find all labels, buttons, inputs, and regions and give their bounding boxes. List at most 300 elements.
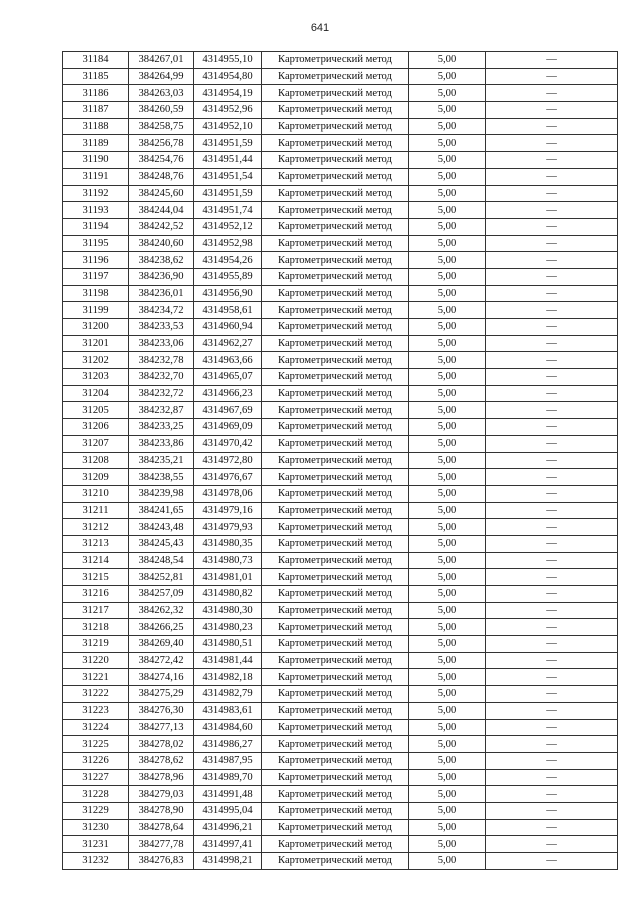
y-coordinate-cell: 4314981,01 <box>194 569 262 586</box>
method-cell: Картометрический метод <box>262 135 409 152</box>
table-row <box>63 535 618 552</box>
x-coordinate-cell: 384254,76 <box>129 152 194 169</box>
y-coordinate-cell: 4314983,61 <box>194 702 262 719</box>
description-cell: — <box>486 168 618 185</box>
point-number-cell: 31200 <box>63 319 129 336</box>
table-row <box>63 469 618 486</box>
method-cell: Картометрический метод <box>262 836 409 853</box>
method-cell: Картометрический метод <box>262 202 409 219</box>
table-row <box>63 352 618 369</box>
error-cell: 5,00 <box>409 352 486 369</box>
description-cell: — <box>486 586 618 603</box>
error-cell: 5,00 <box>409 853 486 870</box>
y-coordinate-cell: 4314965,07 <box>194 369 262 386</box>
method-cell: Картометрический метод <box>262 853 409 870</box>
x-coordinate-cell: 384278,96 <box>129 769 194 786</box>
error-cell: 5,00 <box>409 68 486 85</box>
point-number-cell: 31229 <box>63 802 129 819</box>
x-coordinate-cell: 384278,02 <box>129 736 194 753</box>
error-cell: 5,00 <box>409 135 486 152</box>
table-row <box>63 502 618 519</box>
point-number-cell: 31219 <box>63 636 129 653</box>
y-coordinate-cell: 4314986,27 <box>194 736 262 753</box>
point-number-cell: 31232 <box>63 853 129 870</box>
table-row <box>63 319 618 336</box>
method-cell: Картометрический метод <box>262 552 409 569</box>
method-cell: Картометрический метод <box>262 652 409 669</box>
description-cell: — <box>486 135 618 152</box>
y-coordinate-cell: 4314952,98 <box>194 235 262 252</box>
y-coordinate-cell: 4314998,21 <box>194 853 262 870</box>
error-cell: 5,00 <box>409 469 486 486</box>
x-coordinate-cell: 384248,54 <box>129 552 194 569</box>
x-coordinate-cell: 384276,30 <box>129 702 194 719</box>
description-cell: — <box>486 285 618 302</box>
table-row <box>63 135 618 152</box>
description-cell: — <box>486 469 618 486</box>
table-row <box>63 819 618 836</box>
description-cell: — <box>486 302 618 319</box>
description-cell: — <box>486 85 618 102</box>
description-cell: — <box>486 435 618 452</box>
table-row <box>63 335 618 352</box>
y-coordinate-cell: 4314980,51 <box>194 636 262 653</box>
point-number-cell: 31222 <box>63 686 129 703</box>
method-cell: Картометрический метод <box>262 402 409 419</box>
x-coordinate-cell: 384263,03 <box>129 85 194 102</box>
x-coordinate-cell: 384278,62 <box>129 752 194 769</box>
y-coordinate-cell: 4314976,67 <box>194 469 262 486</box>
point-number-cell: 31203 <box>63 369 129 386</box>
description-cell: — <box>486 235 618 252</box>
point-number-cell: 31186 <box>63 85 129 102</box>
x-coordinate-cell: 384277,13 <box>129 719 194 736</box>
y-coordinate-cell: 4314956,90 <box>194 285 262 302</box>
description-cell: — <box>486 702 618 719</box>
description-cell: — <box>486 819 618 836</box>
error-cell: 5,00 <box>409 519 486 536</box>
x-coordinate-cell: 384252,81 <box>129 569 194 586</box>
method-cell: Картометрический метод <box>262 435 409 452</box>
point-number-cell: 31190 <box>63 152 129 169</box>
description-cell: — <box>486 669 618 686</box>
description-cell: — <box>486 535 618 552</box>
table-row <box>63 786 618 803</box>
x-coordinate-cell: 384235,21 <box>129 452 194 469</box>
point-number-cell: 31221 <box>63 669 129 686</box>
method-cell: Картометрический метод <box>262 519 409 536</box>
table-row <box>63 252 618 269</box>
x-coordinate-cell: 384278,90 <box>129 802 194 819</box>
y-coordinate-cell: 4314980,30 <box>194 602 262 619</box>
description-cell: — <box>486 369 618 386</box>
method-cell: Картометрический метод <box>262 586 409 603</box>
method-cell: Картометрический метод <box>262 702 409 719</box>
table-row <box>63 235 618 252</box>
error-cell: 5,00 <box>409 202 486 219</box>
description-cell: — <box>486 552 618 569</box>
table-row <box>63 152 618 169</box>
description-cell: — <box>486 102 618 119</box>
description-cell: — <box>486 619 618 636</box>
method-cell: Картометрический метод <box>262 669 409 686</box>
error-cell: 5,00 <box>409 619 486 636</box>
method-cell: Картометрический метод <box>262 335 409 352</box>
table-row <box>63 369 618 386</box>
point-number-cell: 31193 <box>63 202 129 219</box>
x-coordinate-cell: 384258,75 <box>129 118 194 135</box>
x-coordinate-cell: 384266,25 <box>129 619 194 636</box>
error-cell: 5,00 <box>409 52 486 69</box>
x-coordinate-cell: 384242,52 <box>129 218 194 235</box>
table-row <box>63 736 618 753</box>
point-number-cell: 31198 <box>63 285 129 302</box>
table-row <box>63 435 618 452</box>
method-cell: Картометрический метод <box>262 302 409 319</box>
point-number-cell: 31215 <box>63 569 129 586</box>
point-number-cell: 31217 <box>63 602 129 619</box>
x-coordinate-cell: 384257,09 <box>129 586 194 603</box>
table-row <box>63 485 618 502</box>
table-row <box>63 202 618 219</box>
x-coordinate-cell: 384241,65 <box>129 502 194 519</box>
error-cell: 5,00 <box>409 836 486 853</box>
point-number-cell: 31199 <box>63 302 129 319</box>
method-cell: Картометрический метод <box>262 168 409 185</box>
point-number-cell: 31223 <box>63 702 129 719</box>
method-cell: Картометрический метод <box>262 352 409 369</box>
error-cell: 5,00 <box>409 602 486 619</box>
description-cell: — <box>486 602 618 619</box>
x-coordinate-cell: 384277,78 <box>129 836 194 853</box>
description-cell: — <box>486 452 618 469</box>
error-cell: 5,00 <box>409 402 486 419</box>
error-cell: 5,00 <box>409 319 486 336</box>
point-number-cell: 31205 <box>63 402 129 419</box>
description-cell: — <box>486 769 618 786</box>
method-cell: Картометрический метод <box>262 268 409 285</box>
point-number-cell: 31225 <box>63 736 129 753</box>
x-coordinate-cell: 384262,32 <box>129 602 194 619</box>
table-row <box>63 569 618 586</box>
error-cell: 5,00 <box>409 636 486 653</box>
y-coordinate-cell: 4314951,54 <box>194 168 262 185</box>
point-number-cell: 31204 <box>63 385 129 402</box>
method-cell: Картометрический метод <box>262 102 409 119</box>
description-cell: — <box>486 352 618 369</box>
error-cell: 5,00 <box>409 552 486 569</box>
y-coordinate-cell: 4314969,09 <box>194 419 262 436</box>
table-row <box>63 218 618 235</box>
description-cell: — <box>486 68 618 85</box>
y-coordinate-cell: 4314980,82 <box>194 586 262 603</box>
coordinates-table <box>62 51 618 870</box>
method-cell: Картометрический метод <box>262 569 409 586</box>
error-cell: 5,00 <box>409 302 486 319</box>
table-row <box>63 669 618 686</box>
table-row <box>63 586 618 603</box>
description-cell: — <box>486 736 618 753</box>
x-coordinate-cell: 384256,78 <box>129 135 194 152</box>
table-row <box>63 853 618 870</box>
error-cell: 5,00 <box>409 752 486 769</box>
method-cell: Картометрический метод <box>262 285 409 302</box>
error-cell: 5,00 <box>409 669 486 686</box>
point-number-cell: 31209 <box>63 469 129 486</box>
description-cell: — <box>486 319 618 336</box>
table-row <box>63 402 618 419</box>
table-row <box>63 302 618 319</box>
table-row <box>63 285 618 302</box>
error-cell: 5,00 <box>409 268 486 285</box>
x-coordinate-cell: 384232,70 <box>129 369 194 386</box>
method-cell: Картометрический метод <box>262 619 409 636</box>
method-cell: Картометрический метод <box>262 535 409 552</box>
y-coordinate-cell: 4314987,95 <box>194 752 262 769</box>
y-coordinate-cell: 4314951,74 <box>194 202 262 219</box>
x-coordinate-cell: 384272,42 <box>129 652 194 669</box>
error-cell: 5,00 <box>409 369 486 386</box>
table-row <box>63 602 618 619</box>
point-number-cell: 31197 <box>63 268 129 285</box>
x-coordinate-cell: 384244,04 <box>129 202 194 219</box>
error-cell: 5,00 <box>409 769 486 786</box>
x-coordinate-cell: 384232,87 <box>129 402 194 419</box>
method-cell: Картометрический метод <box>262 152 409 169</box>
y-coordinate-cell: 4314952,10 <box>194 118 262 135</box>
table-row <box>63 268 618 285</box>
page-number: 641 <box>310 22 330 34</box>
error-cell: 5,00 <box>409 85 486 102</box>
y-coordinate-cell: 4314995,04 <box>194 802 262 819</box>
y-coordinate-cell: 4314981,44 <box>194 652 262 669</box>
y-coordinate-cell: 4314978,06 <box>194 485 262 502</box>
y-coordinate-cell: 4314984,60 <box>194 719 262 736</box>
y-coordinate-cell: 4314955,89 <box>194 268 262 285</box>
point-number-cell: 31184 <box>63 52 129 69</box>
method-cell: Картометрический метод <box>262 636 409 653</box>
point-number-cell: 31211 <box>63 502 129 519</box>
description-cell: — <box>486 185 618 202</box>
x-coordinate-cell: 384233,53 <box>129 319 194 336</box>
description-cell: — <box>486 786 618 803</box>
table-row <box>63 85 618 102</box>
error-cell: 5,00 <box>409 435 486 452</box>
y-coordinate-cell: 4314980,73 <box>194 552 262 569</box>
description-cell: — <box>486 252 618 269</box>
table-row <box>63 519 618 536</box>
x-coordinate-cell: 384275,29 <box>129 686 194 703</box>
point-number-cell: 31231 <box>63 836 129 853</box>
y-coordinate-cell: 4314951,59 <box>194 185 262 202</box>
point-number-cell: 31191 <box>63 168 129 185</box>
x-coordinate-cell: 384236,90 <box>129 268 194 285</box>
description-cell: — <box>486 485 618 502</box>
method-cell: Картометрический метод <box>262 452 409 469</box>
x-coordinate-cell: 384233,06 <box>129 335 194 352</box>
point-number-cell: 31212 <box>63 519 129 536</box>
method-cell: Картометрический метод <box>262 719 409 736</box>
y-coordinate-cell: 4314952,96 <box>194 102 262 119</box>
point-number-cell: 31224 <box>63 719 129 736</box>
method-cell: Картометрический метод <box>262 385 409 402</box>
description-cell: — <box>486 385 618 402</box>
table-row <box>63 636 618 653</box>
table-row <box>63 752 618 769</box>
x-coordinate-cell: 384238,62 <box>129 252 194 269</box>
y-coordinate-cell: 4314980,23 <box>194 619 262 636</box>
table-row <box>63 385 618 402</box>
table-row <box>63 452 618 469</box>
x-coordinate-cell: 384278,64 <box>129 819 194 836</box>
x-coordinate-cell: 384232,72 <box>129 385 194 402</box>
description-cell: — <box>486 52 618 69</box>
x-coordinate-cell: 384243,48 <box>129 519 194 536</box>
table-row <box>63 719 618 736</box>
error-cell: 5,00 <box>409 686 486 703</box>
description-cell: — <box>486 118 618 135</box>
point-number-cell: 31210 <box>63 485 129 502</box>
x-coordinate-cell: 384276,83 <box>129 853 194 870</box>
method-cell: Картометрический метод <box>262 185 409 202</box>
x-coordinate-cell: 384248,76 <box>129 168 194 185</box>
description-cell: — <box>486 152 618 169</box>
y-coordinate-cell: 4314960,94 <box>194 319 262 336</box>
error-cell: 5,00 <box>409 102 486 119</box>
point-number-cell: 31213 <box>63 535 129 552</box>
description-cell: — <box>486 402 618 419</box>
y-coordinate-cell: 4314970,42 <box>194 435 262 452</box>
x-coordinate-cell: 384245,43 <box>129 535 194 552</box>
point-number-cell: 31189 <box>63 135 129 152</box>
error-cell: 5,00 <box>409 252 486 269</box>
table-row <box>63 102 618 119</box>
table-row <box>63 185 618 202</box>
method-cell: Картометрический метод <box>262 485 409 502</box>
y-coordinate-cell: 4314955,10 <box>194 52 262 69</box>
y-coordinate-cell: 4314989,70 <box>194 769 262 786</box>
method-cell: Картометрический метод <box>262 252 409 269</box>
x-coordinate-cell: 384238,55 <box>129 469 194 486</box>
point-number-cell: 31196 <box>63 252 129 269</box>
method-cell: Картометрический метод <box>262 819 409 836</box>
table-row <box>63 118 618 135</box>
error-cell: 5,00 <box>409 285 486 302</box>
y-coordinate-cell: 4314980,35 <box>194 535 262 552</box>
x-coordinate-cell: 384274,16 <box>129 669 194 686</box>
error-cell: 5,00 <box>409 485 486 502</box>
table-row <box>63 168 618 185</box>
error-cell: 5,00 <box>409 452 486 469</box>
y-coordinate-cell: 4314954,19 <box>194 85 262 102</box>
point-number-cell: 31214 <box>63 552 129 569</box>
error-cell: 5,00 <box>409 152 486 169</box>
description-cell: — <box>486 335 618 352</box>
x-coordinate-cell: 384234,72 <box>129 302 194 319</box>
x-coordinate-cell: 384232,78 <box>129 352 194 369</box>
y-coordinate-cell: 4314952,12 <box>194 218 262 235</box>
table-row <box>63 619 618 636</box>
table-row <box>63 68 618 85</box>
point-number-cell: 31218 <box>63 619 129 636</box>
x-coordinate-cell: 384240,60 <box>129 235 194 252</box>
description-cell: — <box>486 652 618 669</box>
y-coordinate-cell: 4314997,41 <box>194 836 262 853</box>
x-coordinate-cell: 384260,59 <box>129 102 194 119</box>
point-number-cell: 31192 <box>63 185 129 202</box>
table-row <box>63 419 618 436</box>
y-coordinate-cell: 4314982,18 <box>194 669 262 686</box>
method-cell: Картометрический метод <box>262 502 409 519</box>
method-cell: Картометрический метод <box>262 369 409 386</box>
point-number-cell: 31187 <box>63 102 129 119</box>
point-number-cell: 31201 <box>63 335 129 352</box>
method-cell: Картометрический метод <box>262 319 409 336</box>
description-cell: — <box>486 502 618 519</box>
x-coordinate-cell: 384239,98 <box>129 485 194 502</box>
point-number-cell: 31208 <box>63 452 129 469</box>
method-cell: Картометрический метод <box>262 736 409 753</box>
error-cell: 5,00 <box>409 586 486 603</box>
x-coordinate-cell: 384236,01 <box>129 285 194 302</box>
y-coordinate-cell: 4314967,69 <box>194 402 262 419</box>
method-cell: Картометрический метод <box>262 602 409 619</box>
x-coordinate-cell: 384269,40 <box>129 636 194 653</box>
error-cell: 5,00 <box>409 419 486 436</box>
y-coordinate-cell: 4314954,26 <box>194 252 262 269</box>
error-cell: 5,00 <box>409 786 486 803</box>
y-coordinate-cell: 4314979,93 <box>194 519 262 536</box>
point-number-cell: 31188 <box>63 118 129 135</box>
point-number-cell: 31226 <box>63 752 129 769</box>
description-cell: — <box>486 686 618 703</box>
error-cell: 5,00 <box>409 652 486 669</box>
error-cell: 5,00 <box>409 118 486 135</box>
y-coordinate-cell: 4314972,80 <box>194 452 262 469</box>
table-body <box>63 52 618 870</box>
method-cell: Картометрический метод <box>262 786 409 803</box>
point-number-cell: 31194 <box>63 218 129 235</box>
description-cell: — <box>486 719 618 736</box>
table-row <box>63 802 618 819</box>
error-cell: 5,00 <box>409 819 486 836</box>
x-coordinate-cell: 384245,60 <box>129 185 194 202</box>
y-coordinate-cell: 4314966,23 <box>194 385 262 402</box>
method-cell: Картометрический метод <box>262 469 409 486</box>
method-cell: Картометрический метод <box>262 218 409 235</box>
method-cell: Картометрический метод <box>262 686 409 703</box>
x-coordinate-cell: 384233,25 <box>129 419 194 436</box>
y-coordinate-cell: 4314962,27 <box>194 335 262 352</box>
x-coordinate-cell: 384233,86 <box>129 435 194 452</box>
point-number-cell: 31227 <box>63 769 129 786</box>
method-cell: Картометрический метод <box>262 802 409 819</box>
error-cell: 5,00 <box>409 736 486 753</box>
description-cell: — <box>486 202 618 219</box>
error-cell: 5,00 <box>409 235 486 252</box>
y-coordinate-cell: 4314982,79 <box>194 686 262 703</box>
method-cell: Картометрический метод <box>262 769 409 786</box>
table-row <box>63 686 618 703</box>
table-row <box>63 52 618 69</box>
x-coordinate-cell: 384279,03 <box>129 786 194 803</box>
point-number-cell: 31230 <box>63 819 129 836</box>
description-cell: — <box>486 802 618 819</box>
y-coordinate-cell: 4314979,16 <box>194 502 262 519</box>
y-coordinate-cell: 4314996,21 <box>194 819 262 836</box>
method-cell: Картометрический метод <box>262 235 409 252</box>
y-coordinate-cell: 4314958,61 <box>194 302 262 319</box>
